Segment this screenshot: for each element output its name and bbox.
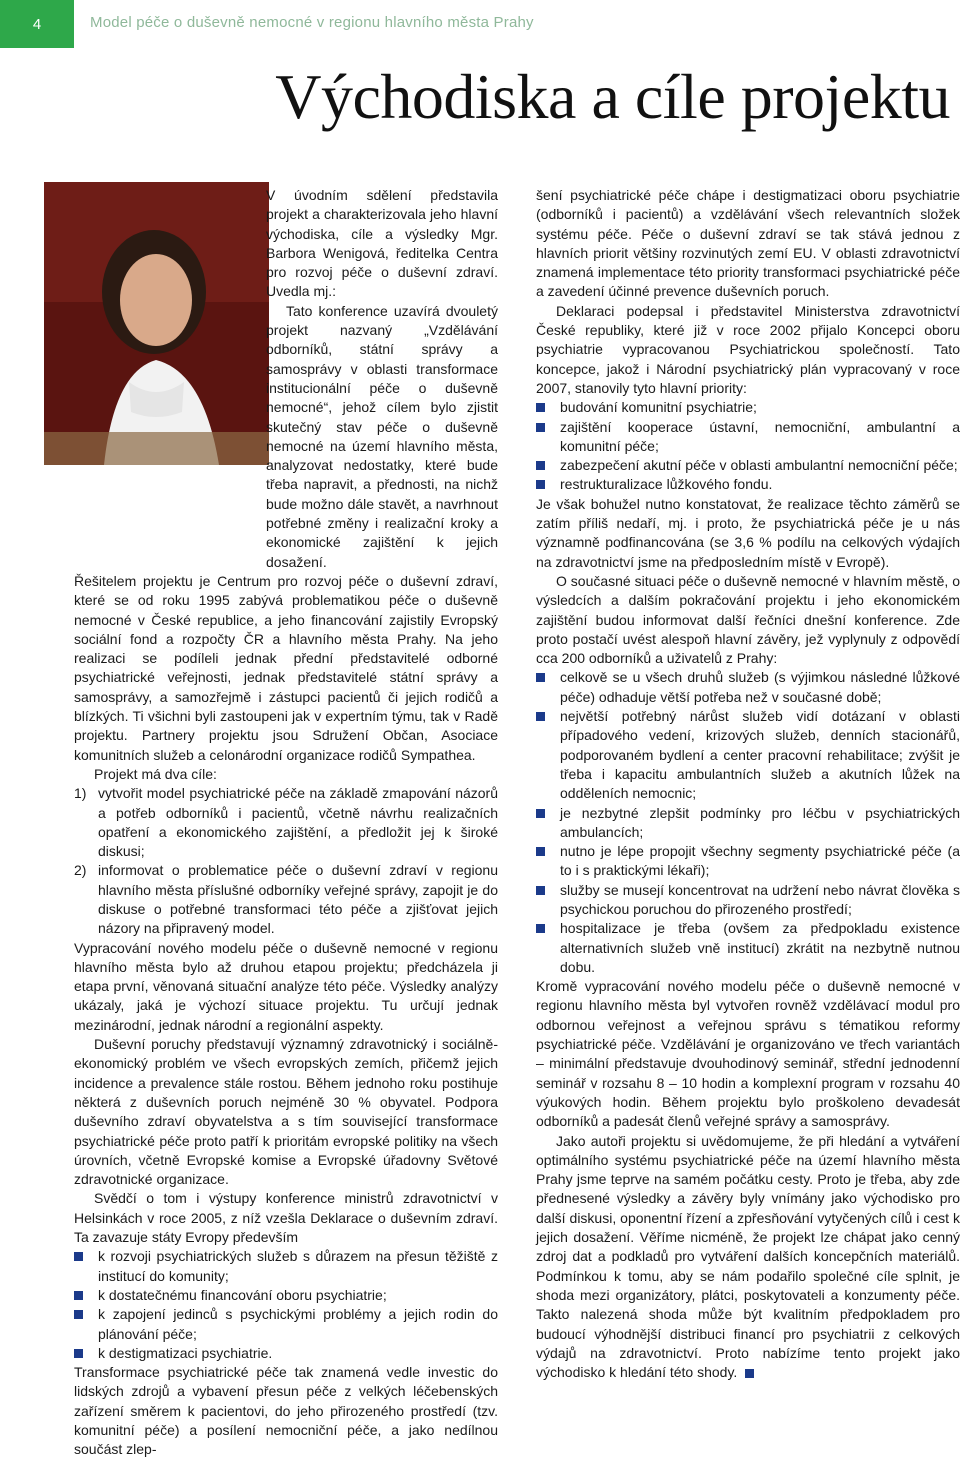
list-item: k dostatečnému financování oboru psychiatrie;	[74, 1286, 498, 1305]
list-number: 2)	[74, 862, 87, 879]
paragraph: Vypracování nového modelu péče o duševně nemocné v regionu hlavního města bylo až druhou etapou projektu; předcházela ji etapa první, věnovaná situační analýze této péče. Výsledky analýzy ukázaly, jaká je výchozí situace projektu. Tu určují jednak mezinárodní, jednak národní a regionální aspekty.	[74, 939, 498, 1033]
list-item: k destigmatizaci psychiatrie.	[74, 1344, 498, 1363]
list-item: celkově se u všech druhů služeb (s výjimkou následné lůžkové péče) odhaduje větší potřeba než v současné době;	[536, 668, 960, 707]
goals-list	[74, 784, 498, 938]
list-item: zajištění kooperace ústavní, nemocniční, ambulantní a komunitní péče;	[536, 418, 960, 457]
findings-list	[536, 668, 960, 977]
priorities-list	[536, 398, 960, 494]
list-item: nutno je lépe propojit všechny segmenty psychiatrické péče (a to i s praktickými lékaři);	[536, 842, 960, 881]
paragraph: Kromě vypracování nového modelu péče o duševně nemocné v regionu hlavního města byl vytvořen rovněž vzdělávací modul pro odbornou veřejnost a veřejnou správu s tématikou reformy psychiatrické péče. Vzdělávání je organizováno ve třech variantách – minimální představuje dvouhodinový seminář, střední jednodenní seminář v rozsahu 8 – 10 hodin a komplexní program v rozsahu 40 výukových hodin. Během projektu bylo proškoleno devadesát odborníků a padesát členů veřejné správy a samosprávy.	[536, 978, 960, 1130]
list-item: největší potřebný nárůst služeb vidí dotázaní v oblasti případového vedení, krizových služeb, denních stacionářů, podporovaném bydlení a center pracovní rehabilitace; zvýšit je třeba i kapacitu ambulantních služeb a akutních lůžek na odděleních nemocnic;	[536, 707, 960, 803]
list-text: informovat o problematice péče o duševní zdraví v regionu hlavního města příslušné odborníky veřejné správy, zapojit je do diskuse o potřebné transformaci této péče a zjišťovat jejich názory na připravený model.	[98, 862, 498, 937]
left-column	[74, 186, 498, 1460]
paragraph	[536, 1132, 960, 1383]
list-number: 1)	[74, 785, 87, 802]
paragraph: Duševní poruchy představují významný zdravotnický i sociálně-ekonomický problém ve všech evropských zemích, přičemž jejich incidence a prevalence stále rostou. Během jednoho roku postihuje některá z duševních poruch nejméně 30 % obyvatel. Podpora duševního zdraví obyvatelstva a s tím související transformace psychiatrické péče proto patří k prioritám evropské politiky na všech úrovních, včetně Evropské komise a Evropské úřadovny Světové zdravotnické organizace.	[74, 1036, 498, 1188]
list-item: je nezbytné zlepšit podmínky pro léčbu v psychiatrických ambulancích;	[536, 804, 960, 843]
paragraph: Je však bohužel nutno konstatovat, že realizace těchto záměrů se zatím příliš nedaří, mj. i proto, že psychiatrická péče je u nás významně podfinancována (se 3,6 % podílu na celkových výdajích na zdravotnictví jsme na předposledním místě v Evropě).	[536, 495, 960, 570]
paragraph: Řešitelem projektu je Centrum pro rozvoj péče o duševní zdraví, které se od roku 1995 zabývá problematikou péče o duševně nemocné v České republice, a jeho financování zajistily Evropský sociální fond a rozpočty ČR a hlavního města Prahy. Na jeho realizaci se podíleli jednak přední představitelé odborné psychiatrické veřejnosti, jednak představitelé státní správy a samosprávy, a samozřejmě i zástupci pacientů či jejich rodičů a blízkých. Ti všichni byli zastoupeni jak v expertním týmu, tak v Radě projektu. Partnery projektu jsou Sdružení Občan, Asociace komunitních služeb a celonárodní organizace rodičů Sympathea.	[74, 572, 498, 763]
paragraph: Deklaraci podepsal i představitel Ministerstva zdravotnictví České republiky, které již v roce 2002 přijalo Koncepci oboru psychiatrie vypracovanou Psychiatrickou společností. Tato koncepce, jakož i Národní psychiatrický plán vypracovaný v roce 2007, stanovily tyto hlavní priority:	[536, 302, 960, 396]
list-item: hospitalizace je třeba (ovšem za předpokladu existence alternativních služeb vně institucí) zkrátit na nezbytně nutnou dobu.	[536, 919, 960, 977]
intro-paragraph: V úvodním sdělení představila projekt a charakterizovala jeho hlavní východiska, cíle a výsledky Mgr. Barbora Wenigová, ředitelka Centra pro rozvoj péče o duševní zdraví. Uvedla mj.:	[266, 187, 498, 300]
paragraph: šení psychiatrické péče chápe i destigmatizaci oboru psychiatrie (odborníků i pacientů) a vzdělávání všech relevantních složek systému péče. Péče o duševní zdraví se tak stává jednou z hlavních priorit většiny rozvinutých zemí EU. V oblasti zdravotnictví znamená implementace této priority transformaci psychiatrické péče a zavedení účinné prevence duševních poruch.	[536, 187, 960, 300]
list-item: k rozvoji psychiatrických služeb s důrazem na přesun těžiště z institucí do komunity;	[74, 1247, 498, 1286]
running-head: Model péče o duševně nemocné v regionu hlavního města Prahy	[90, 14, 534, 31]
list-item: restrukturalizace lůžkového fondu.	[536, 475, 960, 494]
paragraph-text: Jako autoři projektu si uvědomujeme, že při hledání a vytváření optimálního systému psychiatrické péče na území hlavního města Prahy jsme teprve na samém počátku cesty. Proto je třeba, aby zde přednesené výsledky a závěry byly vnímány jako východisko pro další diskusi, oponentní řízení a zpřesňování vytyčených cílů i cest k jejich dosažení. Věříme nicméně, že projekt lze chápat jako cenný zdroj dat a podkladů pro vytváření dalších koncepčních materiálů. Podmínkou k tomu, aby se nám podařilo společné cíle splnit, je shoda mezi organizátory, plátci, poskytovateli a konzumenty péče. Takto nalezená shoda může být kvalitním předpokladem pro budoucí výhodnější distribuci financí pro psychiatrii z celkových výdajů na zdravotnictví. Proto nabízíme tento projekt jako východisko k hledání této shody.	[536, 1132, 960, 1381]
end-square-icon	[745, 1369, 754, 1378]
list-text: vytvořit model psychiatrické péče na základě zmapování názorů a potřeb odborníků i pacientů, včetně návrhu realizačních opatření a ekonomického zajištění, a předložit jej k široké diskusi;	[98, 785, 498, 860]
paragraph: Tato konference uzavírá dvouletý projekt nazvaný „Vzdělávání odborníků, státní správy a samosprávy v oblasti transformace institucionální péče o duševně nemocné“, jehož cílem bylo zjistit skutečný stav péče o duševně nemocné na území hlavního města, analyzovat nedostatky, které bude třeba napravit, a přednosti, na nichž bude možno dále stavět, a navrhnout potřebné změny i realizační kroky a ekonomické zajištění k jejich dosažení.	[266, 302, 498, 570]
list-item	[74, 784, 498, 861]
page-number: 4	[0, 0, 74, 48]
declaration-list	[74, 1247, 498, 1363]
list-item: služby se musejí koncentrovat na udržení nebo návrat člověka s psychickou poruchou do přirozeného prostředí;	[536, 881, 960, 920]
paragraph: Transformace psychiatrické péče tak znamená vedle investic do lidských zdrojů a vybavení přesun péče z velkých léčebenských zařízení směrem k pacientovi, do jeho přirozeného prostředí (tzv. komunitní péče) a posílení nemocniční péče, a jako nedílnou součást zlep-	[74, 1364, 498, 1458]
page-title: Východiska a cíle projektu	[275, 61, 950, 132]
list-item: k zapojení jedinců s psychickými problémy a jejich rodin do plánování péče;	[74, 1305, 498, 1344]
list-item	[74, 861, 498, 938]
list-item: zabezpečení akutní péče v oblasti ambulantní nemocniční péče;	[536, 456, 960, 475]
paragraph: Projekt má dva cíle:	[94, 765, 217, 782]
paragraph: O současné situaci péče o duševně nemocné v hlavním městě, o výsledcích a dalším pokračování projektu i jeho ekonomickém zajištění budou informovat další řečníci dnešní konference. Zde proto postačí uvést alespoň hlavní závěry, jež vyplynuly z odpovědí cca 200 odborníků a uživatelů z Prahy:	[536, 572, 960, 667]
list-item: budování komunitní psychiatrie;	[536, 398, 960, 417]
paragraph: Svědčí o tom i výstupy konference ministrů zdravotnictví v Helsinkách v roce 2005, z níž vzešla Deklarace o duševním zdraví. Ta zavazuje státy Evropy především	[74, 1190, 498, 1246]
right-column	[536, 186, 960, 1382]
